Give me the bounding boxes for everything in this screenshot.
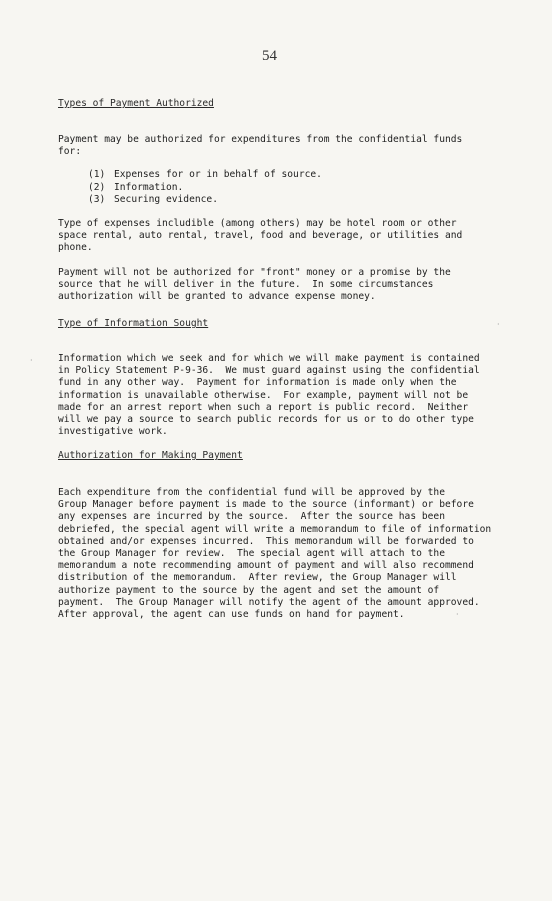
front-money-paragraph: [58, 267, 451, 304]
intro-paragraph: [58, 134, 462, 158]
paragraph-line: authorize payment to the source by the agent and set the amount of: [58, 584, 440, 596]
paragraph-line: fund in any other way. Payment for information is made only when the: [58, 377, 457, 389]
payment-types-list: [88, 169, 322, 207]
scan-speck: ·: [456, 610, 459, 619]
paragraph-line: information is unavailable otherwise. For example, payment will not be: [58, 389, 469, 401]
paragraph-line: space rental, auto rental, travel, food and beverage, or utilities and: [58, 230, 463, 242]
paragraph-line: payment. The Group Manager will notify the agent of the amount approved.: [58, 596, 480, 608]
page-number: 54: [262, 48, 277, 64]
list-number: (2): [88, 181, 106, 193]
list-item: [88, 169, 322, 182]
paragraph-line: will we pay a source to search public records for us or to do other type: [58, 414, 474, 426]
paragraph-line: Payment will not be authorized for "front" money or a promise by the: [58, 267, 451, 278]
paragraph-line: distribution of the memorandum. After review, the Group Manager will: [58, 572, 457, 584]
list-text: Expenses for or in behalf of source.: [114, 169, 322, 180]
list-text: Information.: [114, 181, 184, 193]
paragraph-line: memorandum a note recommending amount of payment and will also recommend: [58, 560, 474, 572]
paragraph-line: in Policy Statement P-9-36. We must guard against using the confidential: [58, 365, 480, 377]
paragraph-line: Payment may be authorized for expenditures from the confidential funds: [58, 134, 463, 145]
list-item: [88, 194, 322, 207]
information-sought-paragraph: [58, 353, 480, 438]
paragraph-line: investigative work.: [58, 426, 168, 438]
section-heading-authorization: Authorization for Making Payment: [58, 450, 243, 461]
paragraph-line: obtained and/or expenses incurred. This memorandum will be forwarded to: [58, 535, 474, 547]
paragraph-line: source that he will deliver in the future. In some circumstances: [58, 279, 434, 291]
expense-types-paragraph: [58, 218, 462, 255]
paragraph-line: phone.: [58, 242, 93, 254]
paragraph-line: Information which we seek and for which we will make payment is contained: [58, 353, 480, 364]
authorization-paragraph: [58, 487, 491, 621]
paragraph-line: for:: [58, 146, 82, 158]
paragraph-line: any expenses are incurred by the source. After the source has been: [58, 511, 445, 523]
scan-speck: ·: [30, 356, 33, 365]
paragraph-line: Each expenditure from the confidential fund will be approved by the: [58, 487, 445, 498]
paragraph-line: authorization will be granted to advance expense money.: [58, 291, 376, 303]
list-number: (3): [88, 194, 106, 205]
section-heading-types-of-payment: Types of Payment Authorized: [58, 98, 214, 109]
scan-speck: ·: [497, 320, 500, 329]
paragraph-line: Group Manager before payment is made to the source (informant) or before: [58, 499, 474, 511]
section-heading-type-of-information: Type of Information Sought: [58, 318, 209, 329]
list-number: (1): [88, 169, 106, 180]
paragraph-line: debriefed, the special agent will write a memorandum to file of information: [58, 523, 492, 535]
list-item: [88, 182, 322, 195]
list-text: Securing evidence.: [114, 194, 218, 205]
paragraph-line: After approval, the agent can use funds on hand for payment.: [58, 609, 405, 621]
paragraph-line: Type of expenses includible (among others) may be hotel room or other: [58, 218, 457, 229]
paragraph-line: made for an arrest report when such a report is public record. Neither: [58, 401, 469, 413]
paragraph-line: the Group Manager for review. The special agent will attach to the: [58, 548, 445, 560]
